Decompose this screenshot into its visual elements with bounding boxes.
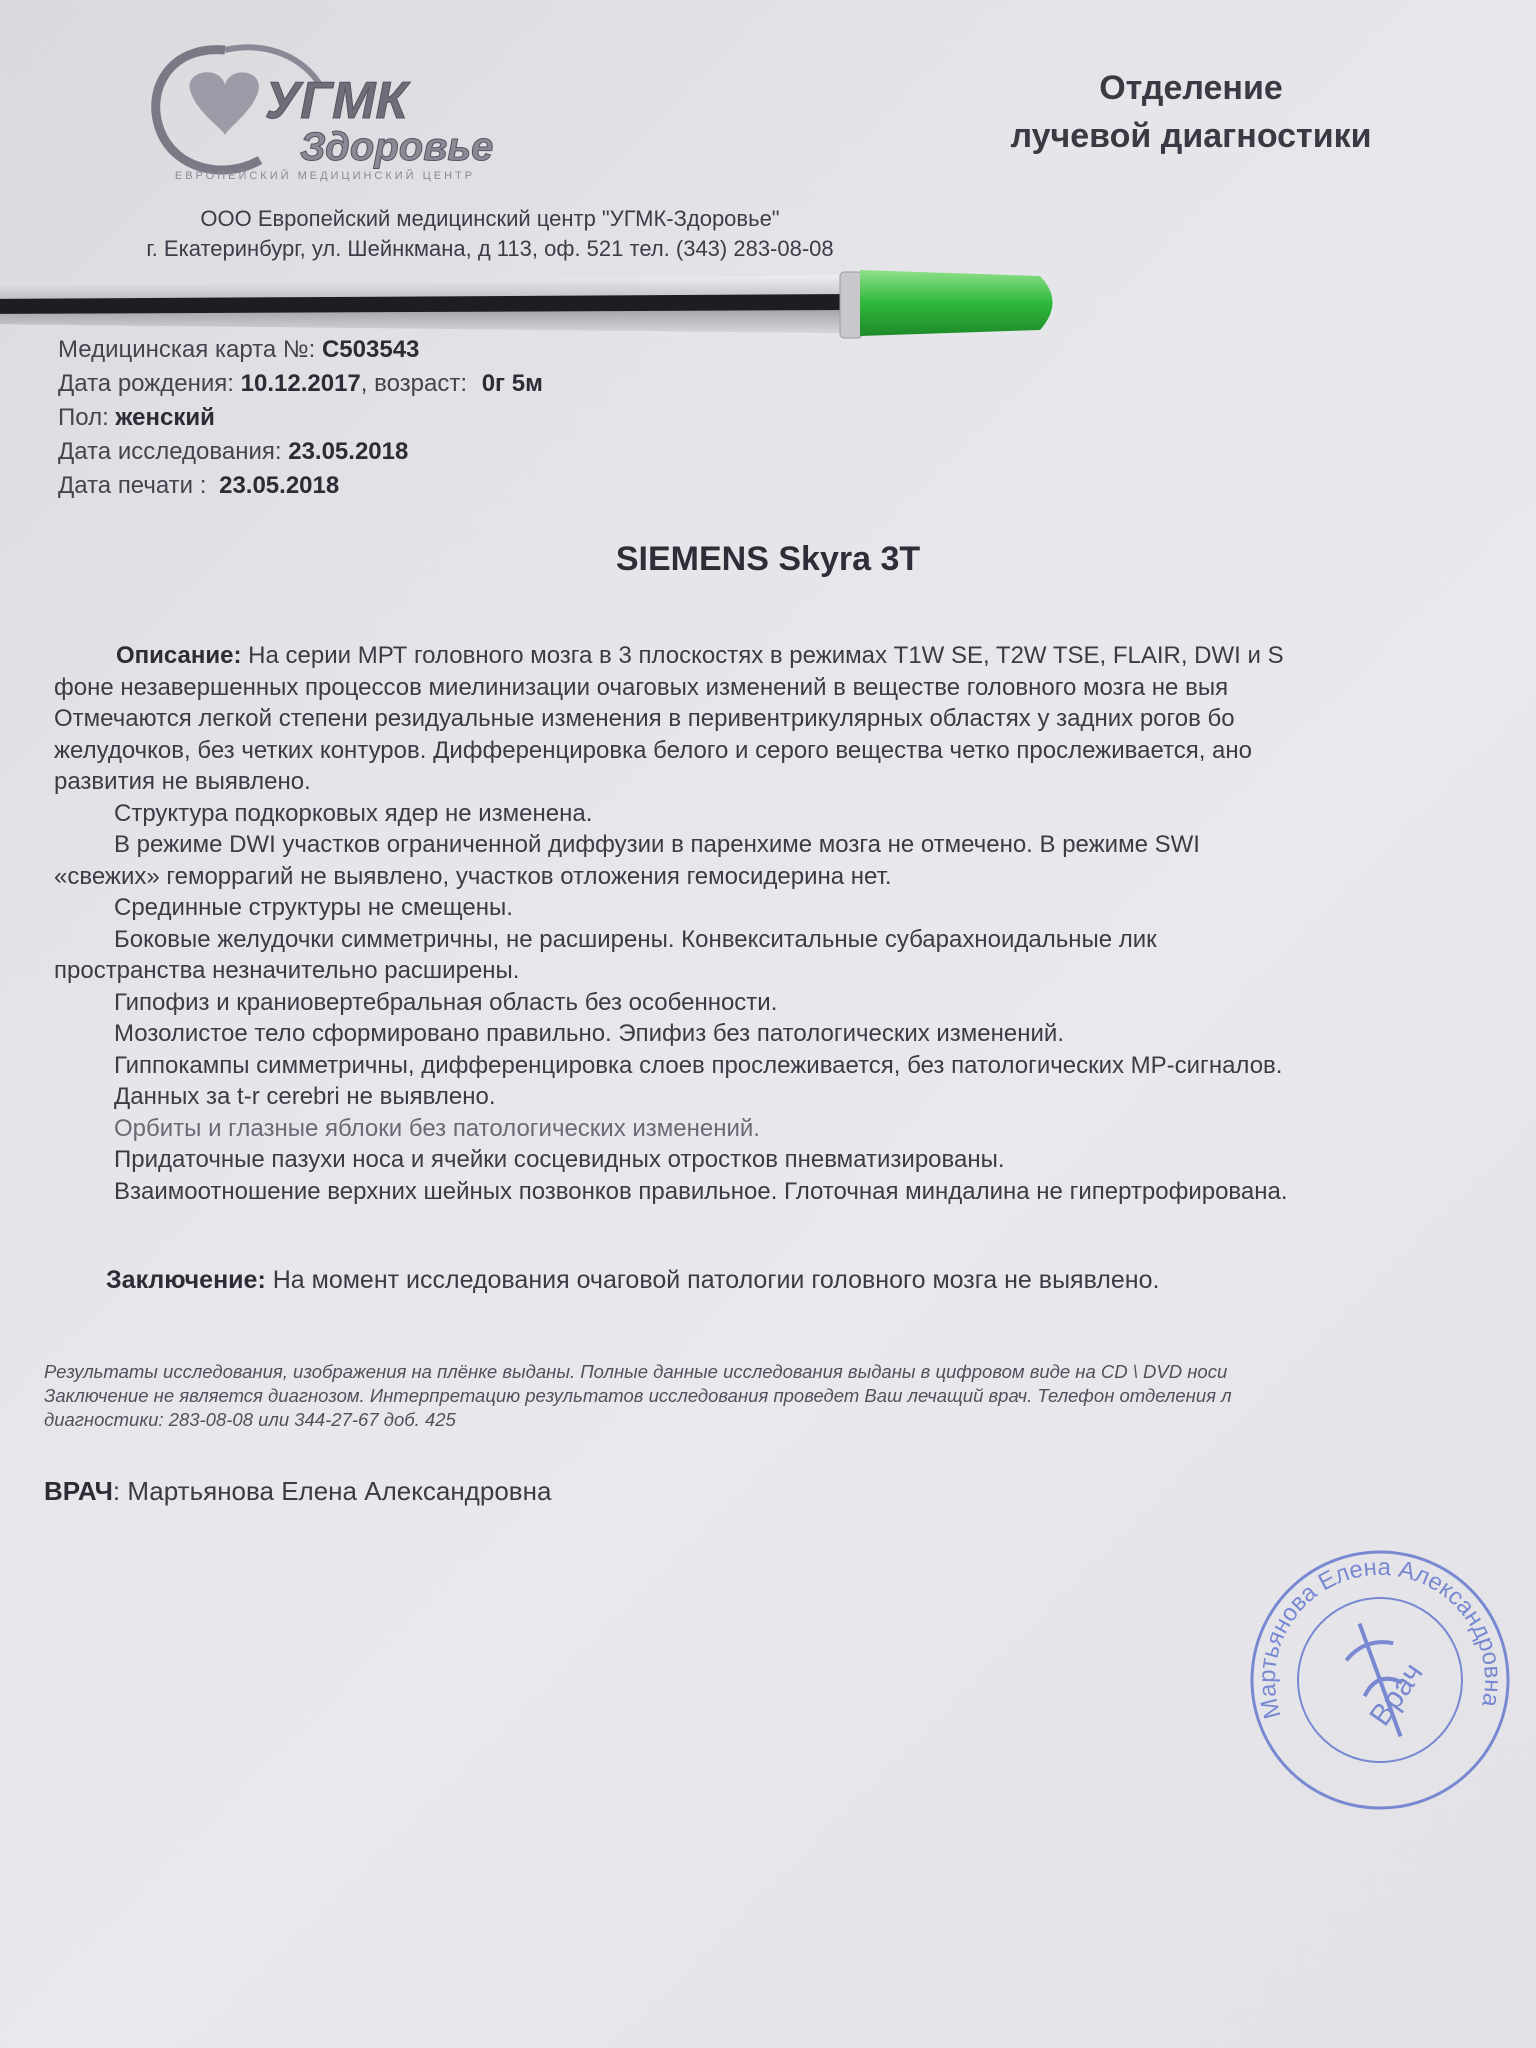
footnote-line-3: диагностики: 283-08-08 или 344-27-67 доб. 425	[44, 1409, 456, 1430]
description-line	[54, 640, 1524, 672]
paragraph-line: Боковые желудочки симметричны, не расширены. Конвекситальные субарахноидальные лик	[114, 925, 1157, 953]
paragraph-line: «свежих» геморрагий не выявлено, участков отложения гемосидерина нет.	[54, 862, 892, 890]
paragraph-line: пространства незначительно расширены.	[54, 957, 520, 984]
print-date-label: Дата печати :	[58, 472, 207, 499]
organization-info	[60, 204, 920, 264]
paragraph-line: Взаимоотношение верхних шейных позвонков правильное. Глоточная миндалина не гипертрофирована.	[114, 1177, 1288, 1205]
exam-date-value: 23.05.2018	[288, 438, 409, 465]
birth-date-row	[58, 367, 543, 401]
sex-value: женский	[115, 404, 215, 431]
conclusion-text: На момент исследования очаговой патологии головного мозга не выявлено.	[272, 1266, 1160, 1294]
department-title	[941, 64, 1441, 160]
logo-text-main: УГМК	[265, 72, 408, 130]
doctor-signature-line: ВРАЧ: Мартьянова Елена Александровна	[44, 1476, 552, 1506]
card-number-value: C503543	[321, 336, 420, 363]
print-date-row	[58, 469, 543, 503]
card-number-row	[58, 333, 543, 367]
paragraph-line: Данных за t-r cerebri не выявлено.	[114, 1083, 496, 1110]
description-section	[54, 640, 1524, 1207]
description-line: Отмечаются легкой степени резидуальные изменения в перивентрикулярных областях у задних рогов бо	[54, 705, 1235, 732]
svg-text:Мартьянова Елена Александровна	[1240, 1540, 1520, 1789]
paragraph-line: Гиппокампы симметричны, дифференцировка слоев прослеживается, без патологических МР-сигналов.	[114, 1051, 1283, 1079]
age-value: 0г 5м	[481, 370, 543, 397]
doctor-stamp	[1240, 1540, 1520, 1820]
card-number-label: Медицинская карта №:	[58, 336, 316, 363]
birth-date-label: Дата рождения:	[58, 370, 234, 397]
description-line: развития не выявлено.	[54, 768, 311, 795]
paragraph-line: Структура подкорковых ядер не изменена.	[114, 799, 593, 827]
paragraph-line: В режиме DWI участков ограниченной диффузии в паренхиме мозга не отмечено. В режиме SWI	[114, 831, 1200, 858]
stamp-center-text: Врач	[1363, 1656, 1430, 1732]
exam-date-label: Дата исследования:	[58, 438, 282, 465]
device-title: SIEMENS Skyra 3T	[615, 540, 921, 578]
exam-date-row	[58, 435, 543, 469]
age-label: , возраст:	[360, 370, 468, 397]
doctor-label: ВРАЧ	[44, 1476, 113, 1506]
conclusion	[106, 1266, 1159, 1295]
stamp-ring-text: Мартьянова Елена Александровна	[1253, 1553, 1507, 1722]
footnote-line-1: Результаты исследования, изображения на плёнке выданы. Полные данные исследования выданы в цифровом виде на CD \ DVD носи	[44, 1361, 1228, 1382]
sex-row	[58, 401, 543, 435]
paragraph-line: Придаточные пазухи носа и ячейки сосцевидных отростков пневматизированы.	[114, 1146, 1005, 1173]
department-line-2: лучевой диагностики	[1010, 117, 1372, 155]
paragraph-line: Гипофиз и краниовертебральная область без особенности.	[114, 988, 778, 1016]
paragraph-line: Срединные структуры не смещены.	[114, 894, 513, 921]
logo-tagline: ЕВРОПЕЙСКИЙ МЕДИЦИНСКИЙ ЦЕНТР	[174, 170, 476, 182]
description-label: Описание:	[116, 642, 242, 669]
doctor-name: Мартьянова Елена Александровна	[127, 1476, 552, 1506]
description-text: На серии МРТ головного мозга в 3 плоскостях в режимах T1W SE, T2W TSE, FLAIR, DWI и S	[248, 642, 1284, 669]
footnote-line-2: Заключение не является диагнозом. Интерпретацию результатов исследования проведет Ваш лечащий врач. Телефон отделения л	[44, 1385, 1232, 1406]
conclusion-label: Заключение:	[106, 1266, 266, 1294]
description-line: фоне незавершенных процессов миелинизации очаговых изменений в веществе головного мозга не выя	[54, 673, 1229, 701]
description-line: желудочков, без четких контуров. Дифференцировка белого и серого вещества четко прослеживается, ано	[54, 736, 1253, 764]
department-line-1: Отделение	[1099, 69, 1283, 107]
sex-label: Пол:	[58, 404, 109, 431]
birth-date-value: 10.12.2017	[240, 370, 361, 397]
organization-name: ООО Европейский медицинский центр "УГМК-Здоровье"	[200, 206, 780, 231]
paragraph-line: Мозолистое тело сформировано правильно. Эпифиз без патологических изменений.	[114, 1020, 1064, 1047]
paragraph-line: Орбиты и глазные яблоки без патологических изменений.	[114, 1114, 760, 1142]
footnote	[44, 1360, 1536, 1432]
print-date-value: 23.05.2018	[219, 472, 340, 499]
organization-address: г. Екатеринбург, ул. Шейнкмана, д 113, оф. 521 тел. (343) 283-08-08	[146, 236, 834, 261]
patient-info	[58, 333, 543, 503]
logo-text-sub: Здоровье	[300, 125, 494, 169]
